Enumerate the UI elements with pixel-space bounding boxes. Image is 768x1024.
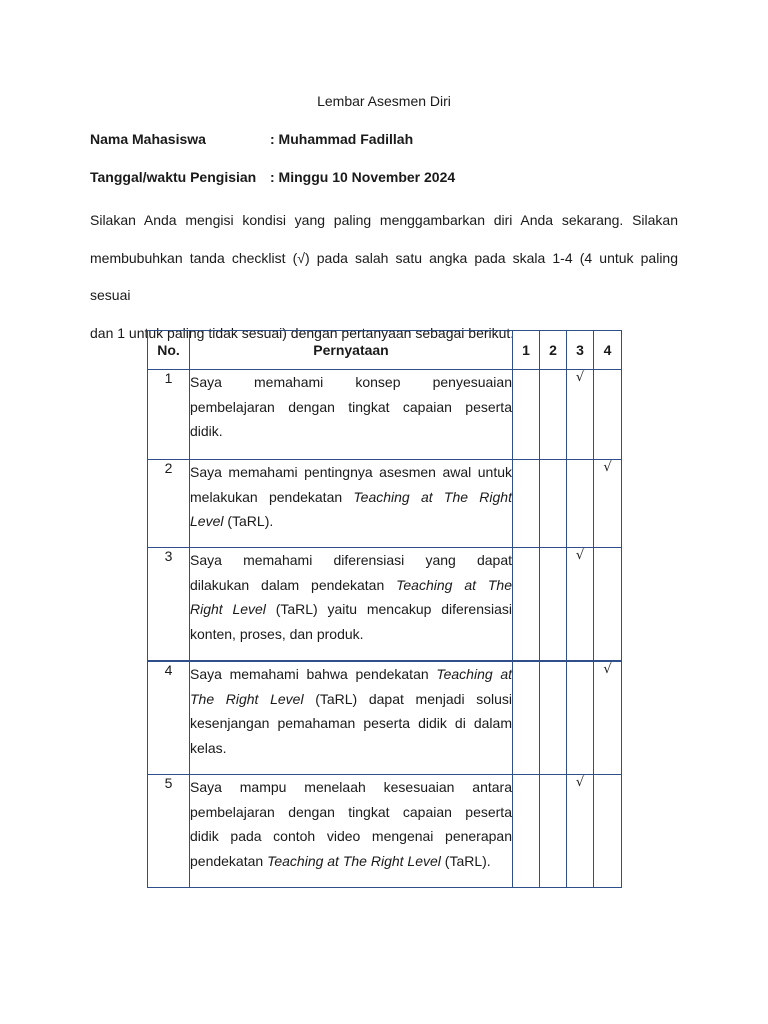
check-mark: √ — [575, 548, 585, 563]
self-assessment-table — [147, 330, 622, 888]
statement-line — [190, 687, 512, 712]
check-mark: √ — [603, 460, 612, 475]
rating-cell-1 — [513, 370, 540, 460]
statement-line — [190, 419, 512, 444]
statement-italic-text: Teaching at The Right — [353, 488, 512, 505]
statement-line — [190, 622, 512, 647]
statement-line — [190, 824, 512, 849]
header-scale-3: 3 — [567, 331, 594, 370]
table-row — [148, 775, 622, 888]
instructions-line: Silakan Anda mengisi kondisi yang paling menggambarkan diri Anda sekarang. Silakan — [90, 212, 678, 228]
statement-text: (TaRL). — [223, 513, 274, 529]
table-row — [148, 370, 622, 460]
rating-cell-2 — [540, 548, 567, 662]
row-number: 5 — [148, 775, 190, 888]
statement-line — [190, 460, 512, 485]
statement-line — [190, 800, 512, 825]
statement-text: melakukan pendekatan — [190, 488, 354, 505]
statement-text: pembelajaran dengan tingkat capaian peserta — [190, 398, 512, 415]
statement-cell — [190, 775, 513, 888]
student-name-value: : Muhammad Fadillah — [270, 131, 414, 147]
statement-line — [190, 597, 512, 622]
header-no: No. — [148, 331, 190, 370]
row-number: 4 — [148, 661, 190, 775]
rating-cell-4 — [594, 661, 622, 775]
rating-cell-3 — [567, 460, 594, 548]
rating-cell-3 — [567, 548, 594, 662]
rating-cell-1 — [513, 661, 540, 775]
rating-cell-1 — [513, 775, 540, 888]
statement-text: Saya memahami diferensiasi yang dapat — [190, 552, 512, 568]
rating-cell-3 — [567, 370, 594, 460]
fill-date-value: : Minggu 10 November 2024 — [270, 169, 456, 185]
statement-cell — [190, 460, 513, 548]
statement-italic-text: Level — [190, 513, 224, 529]
table-header-row — [148, 331, 622, 370]
statement-text: didik pada contoh video mengenai penerapan — [190, 828, 512, 844]
statement-line — [190, 736, 512, 761]
rating-cell-2 — [540, 460, 567, 548]
row-number: 2 — [148, 460, 190, 548]
statement-line — [190, 711, 512, 736]
statement-text: (TaRL) yaitu mencakup diferensiasi — [265, 601, 513, 617]
rating-cell-3 — [567, 661, 594, 775]
header-scale-2: 2 — [540, 331, 567, 370]
statement-italic-text: Teaching at — [436, 666, 512, 682]
row-number: 3 — [148, 548, 190, 662]
statement-line — [190, 370, 512, 395]
statement-text: (TaRL) dapat menjadi solusi — [303, 690, 512, 707]
statement-text: dilakukan dalam pendekatan — [190, 576, 397, 593]
rating-cell-1 — [513, 460, 540, 548]
student-name-label: Nama Mahasiswa — [90, 131, 206, 147]
rating-cell-1 — [513, 548, 540, 662]
header-scale-4: 4 — [594, 331, 622, 370]
check-mark: √ — [575, 775, 585, 790]
fill-date-row — [90, 168, 455, 186]
table-row — [148, 460, 622, 548]
instructions-line: dan 1 untuk paling tidak sesuai) dengan pertanyaan sebagai berikut. — [90, 324, 515, 341]
statement-line — [190, 662, 512, 687]
statement-text: (TaRL). — [440, 852, 491, 869]
statement-text: Saya memahami bahwa pendekatan — [190, 666, 437, 682]
statement-line — [190, 509, 512, 534]
statement-cell — [190, 548, 513, 662]
statement-line — [190, 775, 512, 800]
statement-text: Saya mampu menelaah kesesuaian antara — [190, 779, 512, 795]
statement-italic-text: Teaching at The Right Level — [267, 852, 441, 869]
rating-cell-2 — [540, 775, 567, 888]
document-title: Lembar Asesmen Diri — [317, 93, 451, 109]
statement-text: konten, proses, dan produk. — [190, 625, 364, 642]
rating-cell-3 — [567, 775, 594, 888]
statement-text: pembelajaran dengan tingkat capaian peserta — [190, 803, 512, 820]
check-mark: √ — [575, 370, 585, 385]
statement-line — [190, 395, 512, 420]
header-scale-1: 1 — [513, 331, 540, 370]
statement-cell — [190, 370, 513, 460]
statement-cell — [190, 661, 513, 775]
statement-italic-text: Right Level — [190, 601, 266, 617]
rating-cell-4 — [594, 775, 622, 888]
student-name-row — [90, 130, 413, 148]
statement-line — [190, 485, 512, 510]
statement-text: Saya memahami pentingnya asesmen awal untuk — [190, 464, 512, 480]
statement-text: didik. — [190, 423, 223, 439]
rating-cell-4 — [594, 548, 622, 662]
rating-cell-4 — [594, 370, 622, 460]
statement-italic-text: The Right Level — [190, 690, 304, 707]
statement-line — [190, 548, 512, 573]
rating-cell-2 — [540, 370, 567, 460]
statement-text: Saya memahami konsep penyesuaian — [190, 374, 512, 390]
statement-text: kesenjangan pemahaman peserta didik di dalam — [190, 715, 512, 731]
statement-text: pendekatan — [190, 852, 268, 869]
check-mark: √ — [603, 662, 612, 677]
statement-line — [190, 849, 512, 874]
rating-cell-4 — [594, 460, 622, 548]
rating-cell-2 — [540, 661, 567, 775]
statement-line — [190, 573, 512, 598]
table-row — [148, 661, 622, 775]
header-statement: Pernyataan — [190, 331, 513, 370]
row-number: 1 — [148, 370, 190, 460]
statement-italic-text: Teaching at The — [396, 576, 512, 593]
statement-text: kelas. — [190, 739, 227, 756]
fill-date-label: Tanggal/waktu Pengisian — [90, 169, 257, 185]
table-row — [148, 548, 622, 662]
instructions-line: membubuhkan tanda checklist (√) pada salah satu angka pada skala 1-4 (4 untuk paling sesuai — [90, 249, 678, 303]
